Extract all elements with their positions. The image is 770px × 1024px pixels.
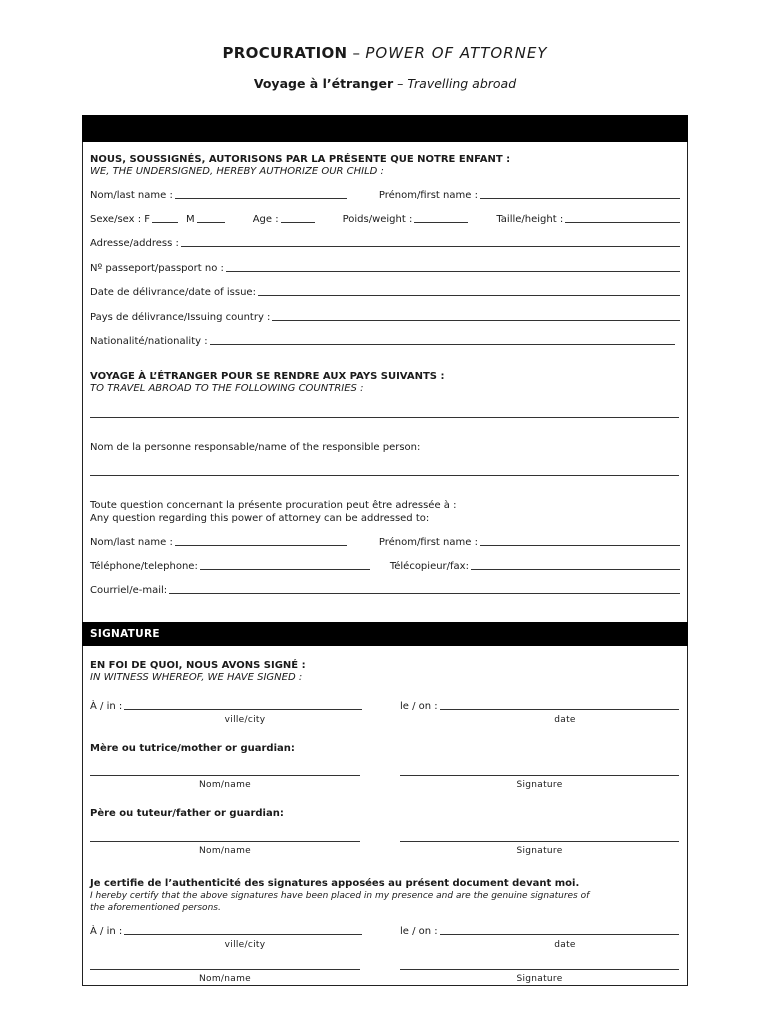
mother-name-field[interactable]	[90, 775, 360, 776]
place-row-2	[90, 926, 362, 937]
mother-label: Mère ou tutrice/mother or guardian:	[90, 743, 295, 754]
witness-name-caption: Nom/name	[199, 974, 251, 984]
father-signature-caption: Signature	[516, 846, 563, 856]
subtitle-italic: Travelling abroad	[407, 76, 517, 91]
witness-signature-field[interactable]	[400, 969, 679, 970]
title-bold: PROCURATION	[222, 44, 348, 62]
child-heading-en: WE, THE UNDERSIGNED, HEREBY AUTHORIZE OUR CHILD :	[90, 166, 384, 177]
last-name-label: Nom/last name :	[90, 190, 173, 201]
countries-field[interactable]	[90, 417, 679, 418]
height-label: Taille/height :	[496, 214, 564, 225]
nationality-label: Nationalité/nationality :	[90, 336, 208, 347]
weight-label: Poids/weight :	[342, 214, 413, 225]
place-label-1: À / in :	[90, 701, 123, 712]
certify-en-line2: the aforementioned persons.	[90, 903, 221, 913]
father-signature-field[interactable]	[400, 841, 679, 842]
page-title	[0, 44, 770, 62]
question-en: Any question regarding this power of attorney can be addressed to:	[90, 513, 430, 524]
date-label-1: le / on :	[400, 701, 438, 712]
fax-field[interactable]	[471, 568, 680, 570]
date-label-2: le / on :	[400, 926, 438, 937]
first-name-field[interactable]	[480, 197, 680, 199]
date-row-1	[400, 701, 679, 712]
sex-age-row	[90, 214, 680, 225]
father-name-field[interactable]	[90, 841, 360, 842]
subtitle-bold: Voyage à l’étranger	[253, 76, 394, 91]
email-label: Courriel/e-mail:	[90, 585, 168, 596]
fax-label: Télécopieur/fax:	[389, 561, 469, 572]
date-field-1[interactable]	[440, 708, 679, 710]
responsible-field[interactable]	[90, 475, 679, 476]
issuing-country-row	[90, 312, 680, 323]
age-field[interactable]	[281, 221, 315, 223]
age-label: Age :	[252, 214, 279, 225]
last-name-field[interactable]	[175, 197, 347, 199]
travel-heading-fr: VOYAGE À L’ÉTRANGER POUR SE RENDRE AUX PAYS SUIVANTS :	[90, 371, 445, 382]
passport-row	[90, 263, 680, 274]
mother-signature-field[interactable]	[400, 775, 679, 776]
travel-heading-en: TO TRAVEL ABROAD TO THE FOLLOWING COUNTRIES :	[90, 383, 364, 394]
issue-date-field[interactable]	[258, 294, 680, 296]
mother-signature-caption: Signature	[516, 780, 563, 790]
address-row	[90, 238, 680, 249]
nationality-field[interactable]	[210, 343, 675, 345]
witness-heading-fr: EN FOI DE QUOI, NOUS AVONS SIGNÉ :	[90, 660, 306, 671]
passport-field[interactable]	[226, 270, 680, 272]
contact-first-name-field[interactable]	[480, 544, 680, 546]
contact-name-row	[90, 537, 680, 548]
passport-label: Nº passeport/passport no :	[90, 263, 224, 274]
phone-label: Téléphone/telephone:	[90, 561, 198, 572]
address-label: Adresse/address :	[90, 238, 179, 249]
city-caption-1: ville/city	[224, 715, 266, 725]
date-caption-2: date	[554, 940, 576, 950]
signature-bar: SIGNATURE	[82, 622, 688, 646]
nationality-row	[90, 336, 675, 347]
date-field-2[interactable]	[440, 933, 679, 935]
height-field[interactable]	[565, 221, 680, 223]
title-dash: –	[347, 44, 366, 62]
email-field[interactable]	[169, 592, 680, 594]
witness-heading-en: IN WITNESS WHEREOF, WE HAVE SIGNED :	[90, 672, 303, 683]
sex-f-field[interactable]	[152, 221, 178, 223]
sex-label: Sexe/sex : F	[90, 214, 151, 225]
place-label-2: À / in :	[90, 926, 123, 937]
phone-field[interactable]	[200, 568, 370, 570]
witness-signature-caption: Signature	[516, 974, 563, 984]
date-caption-1: date	[554, 715, 576, 725]
child-heading-fr: NOUS, SOUSSIGNÉS, AUTORISONS PAR LA PRÉSENTE QUE NOTRE ENFANT :	[90, 154, 511, 165]
question-fr: Toute question concernant la présente procuration peut être adressée à :	[90, 500, 457, 511]
date-row-2	[400, 926, 679, 937]
issue-date-label: Date de délivrance/date of issue:	[90, 287, 256, 298]
email-row	[90, 585, 680, 596]
sex-m-field[interactable]	[197, 221, 225, 223]
first-name-label: Prénom/first name :	[378, 190, 478, 201]
issue-date-row	[90, 287, 680, 298]
weight-field[interactable]	[414, 221, 468, 223]
certify-fr: Je certifie de l’authenticité des signatures apposées au présent document devant moi.	[90, 878, 580, 889]
phone-fax-row	[90, 561, 680, 572]
city-caption-2: ville/city	[224, 940, 266, 950]
father-name-caption: Nom/name	[199, 846, 251, 856]
address-field[interactable]	[181, 245, 680, 247]
contact-first-name-label: Prénom/first name :	[378, 537, 478, 548]
father-label: Père ou tuteur/father or guardian:	[90, 808, 284, 819]
contact-last-name-label: Nom/last name :	[90, 537, 173, 548]
subtitle-dash: –	[393, 76, 408, 91]
contact-last-name-field[interactable]	[175, 544, 347, 546]
witness-name-field[interactable]	[90, 969, 360, 970]
city-field-2[interactable]	[124, 933, 362, 935]
title-italic: POWER OF ATTORNEY	[365, 44, 548, 62]
name-row	[90, 190, 680, 201]
place-row-1	[90, 701, 362, 712]
issuing-country-field[interactable]	[272, 319, 680, 321]
sex-m-label: M	[186, 214, 195, 225]
certify-en-line1: I hereby certify that the above signatures have been placed in my presence and are the genuine signatures of	[90, 891, 590, 901]
city-field-1[interactable]	[124, 708, 362, 710]
page-subtitle	[0, 76, 770, 91]
header-bar	[82, 115, 688, 142]
mother-name-caption: Nom/name	[199, 780, 251, 790]
responsible-label: Nom de la personne responsable/name of the responsible person:	[90, 442, 421, 453]
issuing-country-label: Pays de délivrance/Issuing country :	[90, 312, 271, 323]
